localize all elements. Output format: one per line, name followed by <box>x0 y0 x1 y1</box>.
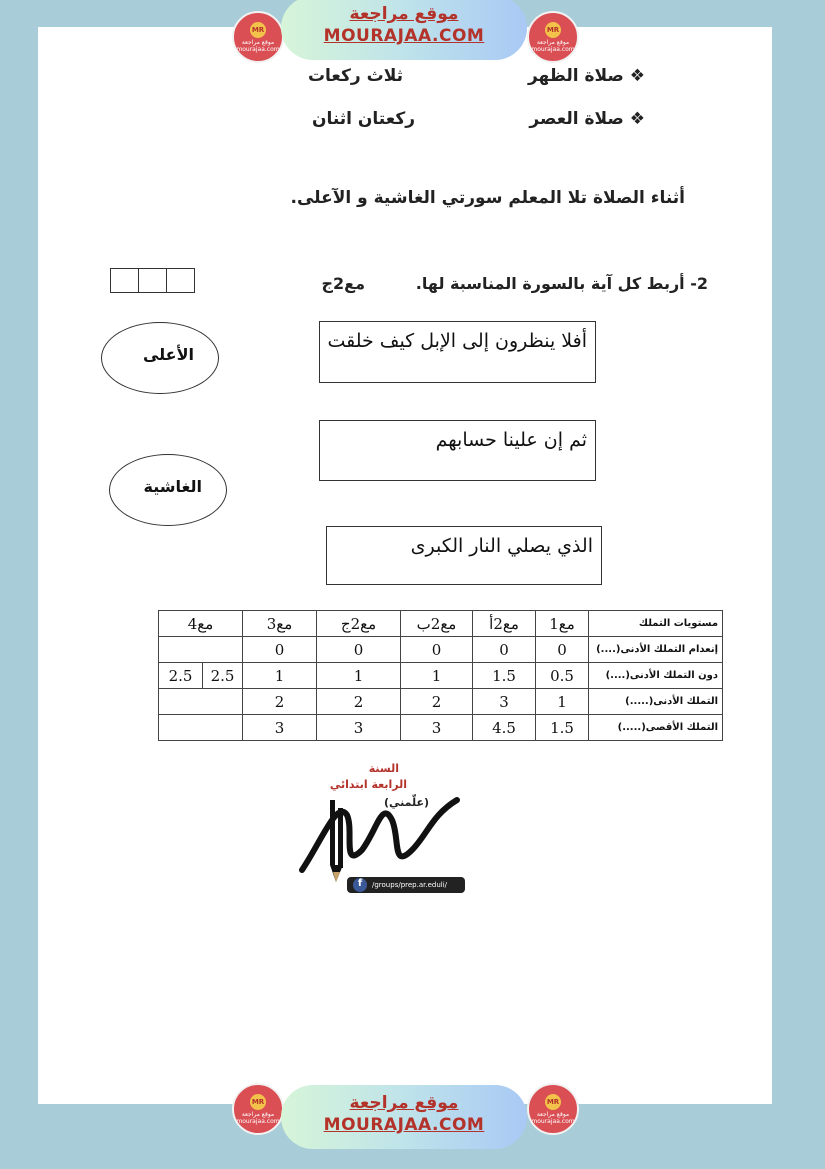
table-cell: 3 <box>243 715 317 741</box>
badge-text: موقع مراجعة mourajaa.com <box>236 1111 280 1125</box>
prayer-label-2: ❖ صلاة العصر <box>529 109 645 129</box>
table-cell: 2 <box>317 689 401 715</box>
exercise-title: 2- أربط كل آية بالسورة المناسبة لها. <box>415 274 708 293</box>
badge-logo-icon: MR <box>545 1094 561 1110</box>
table-cell: 3 <box>401 715 473 741</box>
verse-text: الذي يصلي النار الكبرى <box>410 535 593 557</box>
table-cell: 2 <box>401 689 473 715</box>
table-cell: 0 <box>317 637 401 663</box>
table-cell: 1.5 <box>473 663 536 689</box>
publisher-logo <box>292 760 467 898</box>
badge-text: موقع مراجعة mourajaa.com <box>531 1111 575 1125</box>
site-badge-left[interactable] <box>232 11 284 63</box>
site-banner-bottom[interactable] <box>281 1085 527 1149</box>
table-cell: 0 <box>536 637 589 663</box>
table-cell: 0 <box>473 637 536 663</box>
table-cell: 0 <box>243 637 317 663</box>
table-cell <box>159 637 243 663</box>
table-cell: 0 <box>401 637 473 663</box>
table-cell: 2.5 <box>203 663 243 689</box>
table-cell: 1 <box>536 689 589 715</box>
table-header: مع2أ <box>473 611 536 637</box>
badge-logo-icon: MR <box>545 22 561 38</box>
facebook-icon: f <box>357 878 363 889</box>
lesson-sentence: أثناء الصلاة تلا المعلم سورتي الغاشية و الآعلى. <box>290 188 685 208</box>
table-row <box>159 689 723 715</box>
table-header: مع2ب <box>401 611 473 637</box>
table-row-label: التملك الأدنى(.....) <box>589 689 723 715</box>
table-header-row <box>159 611 723 637</box>
table-cell: 1 <box>401 663 473 689</box>
surah-oval-aala[interactable] <box>101 322 219 394</box>
site-name-ar[interactable]: موقع مراجعة <box>349 1093 459 1113</box>
table-row <box>159 715 723 741</box>
site-name-ar[interactable]: موقع مراجعة <box>349 4 459 24</box>
table-header: مستويات التملك <box>589 611 723 637</box>
table-cell: 2 <box>243 689 317 715</box>
exercise-criterion: مع2ج <box>321 274 365 293</box>
prayer-value-2: ركعتان اثنان <box>311 109 415 129</box>
table-header: مع4 <box>159 611 243 637</box>
badge-text: موقع مراجعة mourajaa.com <box>531 39 575 53</box>
table-row-label: التملك الأقصى(.....) <box>589 715 723 741</box>
table-cell: 3 <box>473 689 536 715</box>
site-badge-left-bottom[interactable] <box>232 1083 284 1135</box>
table-cell: 1 <box>243 663 317 689</box>
table-header: مع3 <box>243 611 317 637</box>
table-cell: 2.5 <box>159 663 203 689</box>
table-cell: 1.5 <box>536 715 589 741</box>
table-row-label: إنعدام التملك الأدنى(....) <box>589 637 723 663</box>
table-cell <box>159 689 243 715</box>
table-cell: 1 <box>317 663 401 689</box>
table-cell <box>159 715 243 741</box>
logo-footer-text: /groups/prep.ar.eduli/ <box>372 881 448 889</box>
surah-label: الغاشية <box>143 477 202 496</box>
pen-scribble-icon <box>292 760 467 898</box>
badge-logo-icon: MR <box>250 1094 266 1110</box>
logo-line-1: السنة <box>368 762 399 775</box>
logo-line-2: الرابعة ابتدائي <box>329 778 407 791</box>
table-header: مع1 <box>536 611 589 637</box>
score-box <box>138 268 167 293</box>
site-name-en[interactable]: MOURAJAA.COM <box>323 26 485 46</box>
logo-line-3: (علّمني) <box>383 796 429 809</box>
verse-box-2[interactable] <box>319 420 596 481</box>
site-banner-top[interactable] <box>281 0 527 60</box>
table-cell: 0.5 <box>536 663 589 689</box>
site-badge-right-bottom[interactable] <box>527 1083 579 1135</box>
site-name-en[interactable]: MOURAJAA.COM <box>323 1115 485 1135</box>
table-cell: 3 <box>317 715 401 741</box>
table-header: مع2ج <box>317 611 401 637</box>
score-box <box>110 268 139 293</box>
verse-box-3[interactable] <box>326 526 602 585</box>
verse-text: أفلا ينظرون إلى الإبل كيف خلقت <box>327 330 587 352</box>
surah-label: الأعلى <box>142 345 194 364</box>
prayer-label-1: ❖ صلاة الظهر <box>527 66 645 86</box>
badge-logo-icon: MR <box>250 22 266 38</box>
score-box <box>166 268 195 293</box>
table-cell: 4.5 <box>473 715 536 741</box>
table-row <box>159 637 723 663</box>
badge-text: موقع مراجعة mourajaa.com <box>236 39 280 53</box>
table-row-label: دون التملك الأدنى(....) <box>589 663 723 689</box>
prayer-value-1: ثلاث ركعات <box>307 66 403 86</box>
table-row <box>159 663 723 689</box>
grading-table <box>158 610 723 741</box>
site-badge-right[interactable] <box>527 11 579 63</box>
verse-text: ثم إن علينا حسابهم <box>435 429 587 451</box>
verse-box-1[interactable] <box>319 321 596 383</box>
surah-oval-ghashiya[interactable] <box>109 454 227 526</box>
